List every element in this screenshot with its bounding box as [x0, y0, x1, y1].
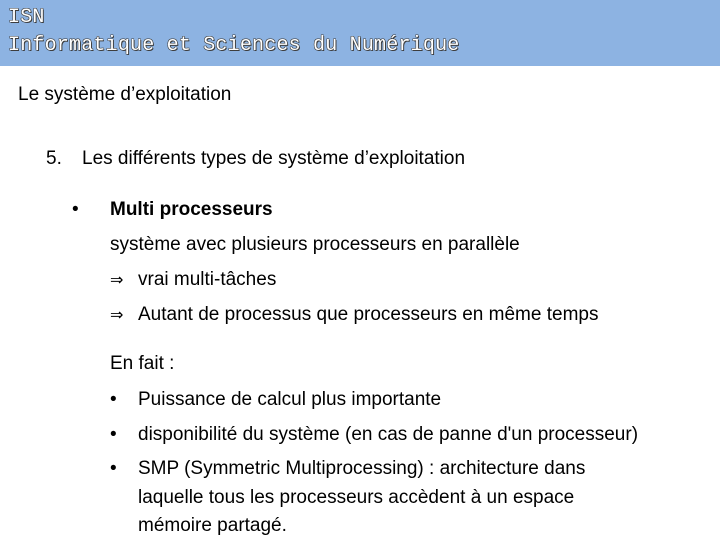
implication-row — [110, 269, 276, 291]
list-item-text: disponibilité du système (en cas de panne d'un processeur) — [138, 424, 639, 445]
list-item-text: Puissance de calcul plus importante — [138, 389, 442, 410]
implication-row — [110, 304, 598, 326]
header-title: ISN — [8, 6, 45, 29]
list-item-continuation: laquelle tous les processeurs accèdent à un espace — [138, 487, 575, 508]
list-item — [110, 458, 585, 480]
bullet-marker: • — [110, 389, 117, 410]
implication-text: vrai multi-tâches — [138, 269, 277, 290]
implies-arrow-icon: ⇒ — [110, 305, 124, 324]
bullet-marker: • — [110, 424, 117, 445]
header-banner — [0, 0, 720, 66]
item-description: système avec plusieurs processeurs en parallèle — [110, 234, 520, 255]
intro-text: En fait : — [110, 353, 175, 374]
list-item — [110, 389, 441, 411]
implies-arrow-icon: ⇒ — [110, 270, 124, 289]
bullet-marker: • — [72, 199, 79, 220]
section-title: Les différents types de système d’exploitation — [82, 148, 466, 169]
implication-text: Autant de processus que processeurs en même temps — [138, 304, 599, 325]
list-item — [110, 424, 638, 446]
section-number: 5. — [46, 148, 62, 169]
list-item-text: SMP (Symmetric Multiprocessing) : architecture dans — [138, 458, 586, 479]
section-heading — [46, 148, 465, 170]
header-subtitle: Informatique et Sciences du Numérique — [8, 34, 460, 57]
item-heading — [110, 199, 273, 221]
list-item-continuation: mémoire partagé. — [138, 515, 287, 536]
page-subtitle: Le système d’exploitation — [18, 84, 232, 105]
bullet-marker: • — [110, 458, 117, 479]
item-heading-text: Multi processeurs — [110, 199, 273, 220]
